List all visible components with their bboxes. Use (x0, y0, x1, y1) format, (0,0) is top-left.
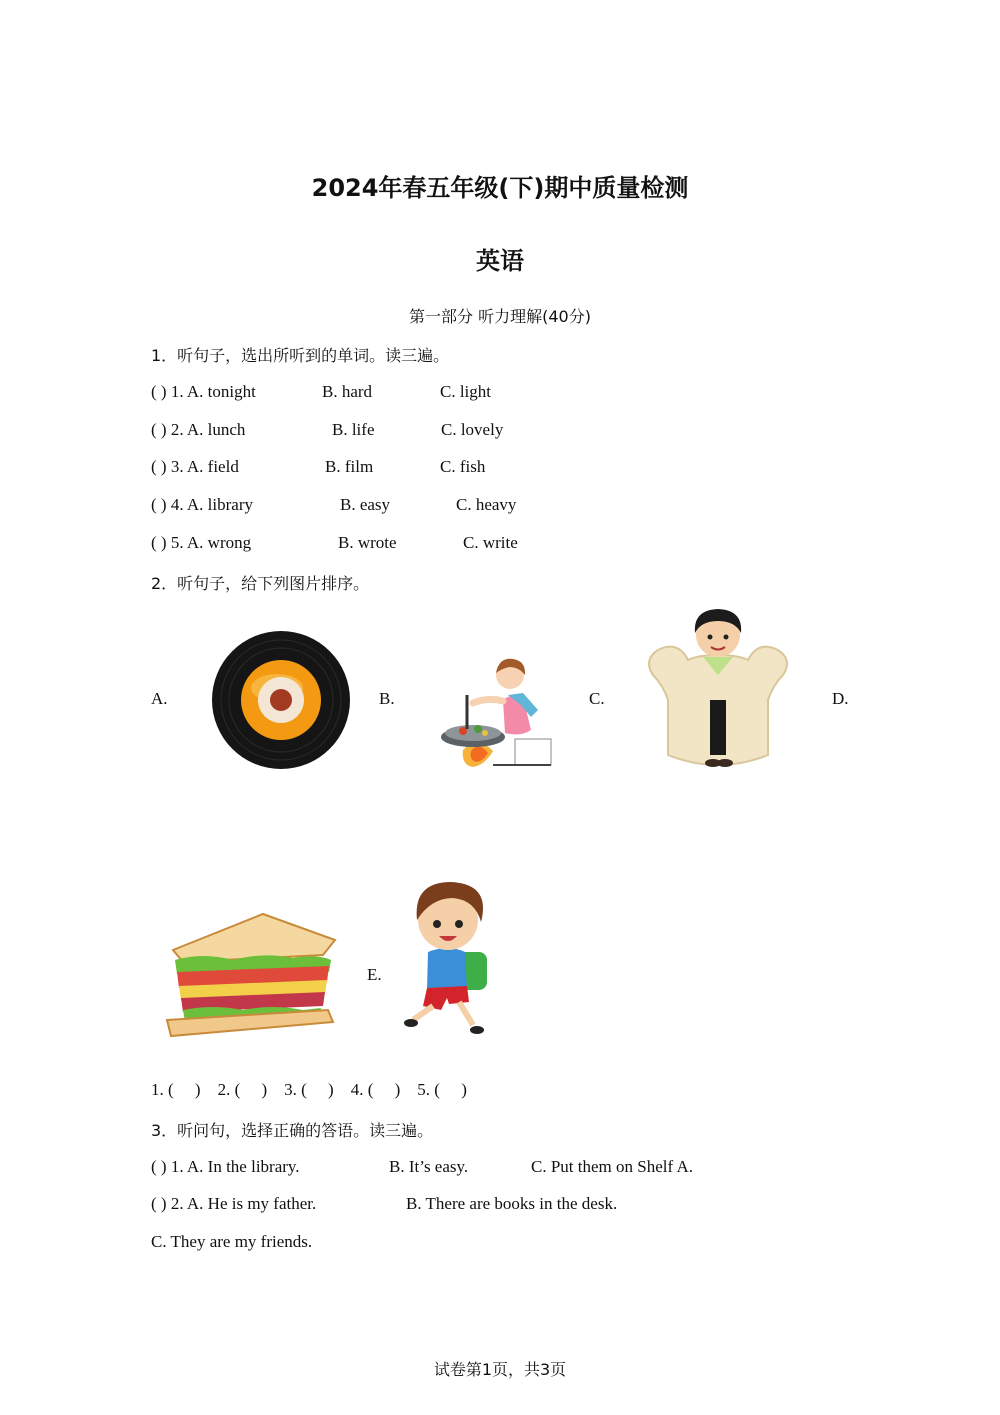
s1-q4-b: B. easy (340, 495, 391, 514)
label-c: C. (589, 689, 605, 708)
section3-instruction: 3．听问句，选择正确的答语。读三遍。 (151, 1121, 434, 1140)
exam-title: 2024年春五年级(下)期中质量检测 (311, 174, 689, 202)
label-a: A. (151, 689, 168, 708)
s3-q2-b: B. There are books in the desk. (406, 1194, 618, 1213)
s1-q1-a: ( ) 1. A. tonight (151, 382, 256, 401)
s1-q4-c: C. heavy (456, 495, 517, 514)
s1-q2-c: C. lovely (441, 420, 504, 439)
s1-q3-b: B. film (325, 457, 374, 476)
s1-q1-c: C. light (440, 382, 492, 401)
section2-instruction: 2．听句子，给下列图片排序。 (151, 574, 370, 593)
label-b: B. (379, 689, 395, 708)
section2-answer-blanks: 1. ( ) 2. ( ) 3. ( ) 4. ( ) 5. ( ) (151, 1080, 467, 1099)
boy-big-coat-image (643, 605, 793, 770)
s1-q3-c: C. fish (440, 457, 486, 476)
section1-instruction: 1．听句子，选出所听到的单词。读三遍。 (151, 346, 450, 365)
s3-q1-b: B. It’s easy. (389, 1157, 469, 1176)
subject-title: 英语 (476, 247, 524, 275)
sandwich-image (163, 910, 338, 1040)
running-boy-image (403, 880, 493, 1040)
s1-q5-a: ( ) 5. A. wrong (151, 533, 252, 552)
page-footer: 试卷第1页，共3页 (433, 1360, 567, 1379)
s1-q3-a: ( ) 3. A. field (151, 457, 239, 476)
label-d: D. (832, 689, 849, 708)
s1-q5-b: B. wrote (338, 533, 397, 552)
s3-q2-a: ( ) 2. A. He is my father. (151, 1194, 317, 1213)
label-e: E. (367, 965, 382, 984)
s3-q1-a: ( ) 1. A. In the library. (151, 1157, 300, 1176)
s3-q2-c: C. They are my friends. (151, 1232, 313, 1251)
cooking-woman-image (433, 655, 553, 773)
s3-q1-c: C. Put them on Shelf A. (531, 1157, 693, 1176)
s1-q4-a: ( ) 4. A. library (151, 495, 253, 514)
s1-q2-b: B. life (332, 420, 375, 439)
part-heading: 第一部分 听力理解(40分) (409, 307, 591, 326)
record-disc-image (211, 630, 351, 770)
s1-q2-a: ( ) 2. A. lunch (151, 420, 246, 439)
s1-q1-b: B. hard (322, 382, 373, 401)
s1-q5-c: C. write (463, 533, 518, 552)
